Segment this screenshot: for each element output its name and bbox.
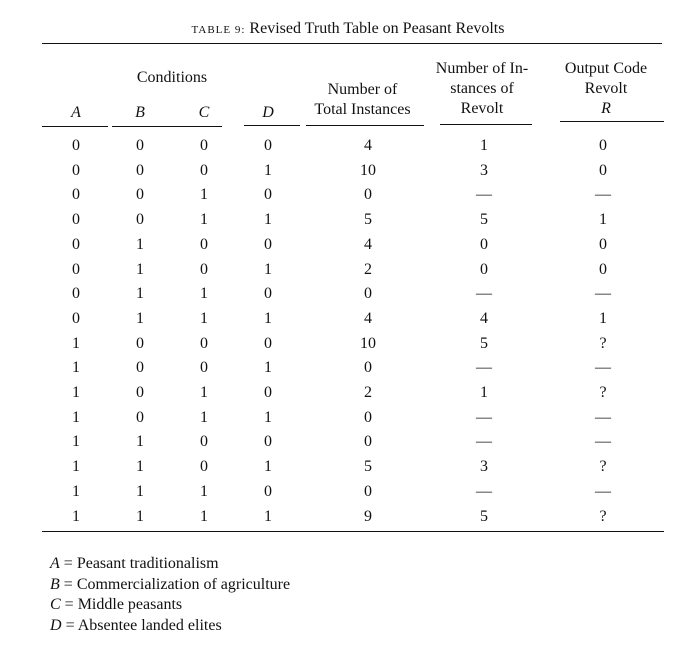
cell-c: 1	[200, 384, 208, 401]
cell-a: 0	[72, 137, 80, 154]
cell-d: 1	[264, 507, 272, 525]
legend-text: Absentee landed elites	[77, 616, 222, 634]
cell-output-code: ?	[599, 458, 607, 476]
cell-output-code: —	[595, 482, 611, 500]
cell-total-instances: 0	[364, 359, 372, 377]
conditions-heading: Conditions	[136, 69, 208, 86]
header-rule-d	[244, 125, 300, 126]
cell-revolt-instances: —	[476, 482, 492, 500]
cell-a: 0	[72, 235, 80, 253]
cell-d: 1	[264, 211, 272, 229]
cell-total-instances: 10	[360, 161, 376, 179]
cell-a: 0	[72, 161, 80, 179]
cell-b: 1	[136, 433, 144, 451]
table-caption-title: Revised Truth Table on Peasant Revolts	[249, 20, 505, 37]
cell-output-code: ?	[599, 334, 607, 352]
cell-a: 1	[72, 384, 80, 401]
cell-c: 0	[200, 433, 208, 451]
cell-b: 0	[136, 211, 144, 229]
cell-revolt-instances: 5	[480, 507, 488, 525]
cell-d: 1	[264, 408, 272, 426]
cell-a: 1	[72, 433, 80, 451]
header-rule-total	[306, 125, 424, 126]
legend-eq: =	[65, 616, 75, 634]
cell-output-code: ?	[599, 384, 607, 401]
cell-a: 1	[72, 482, 80, 500]
legend-var: D	[50, 616, 62, 634]
cell-a: 1	[72, 408, 80, 426]
cell-a: 0	[72, 285, 80, 303]
cell-revolt-instances: —	[476, 408, 492, 426]
cell-b: 1	[136, 260, 144, 278]
cell-total-instances: 4	[364, 235, 372, 253]
header-rule-bc	[112, 126, 222, 127]
legend-item	[50, 554, 290, 575]
cell-output-code: ?	[599, 507, 607, 525]
table-caption	[0, 20, 696, 38]
legend-var: C	[50, 596, 61, 613]
cell-c: 0	[200, 334, 208, 352]
cell-revolt-instances: —	[476, 186, 492, 204]
cell-b: 1	[136, 458, 144, 476]
cell-output-code: —	[595, 433, 611, 451]
legend-item	[50, 616, 290, 637]
cell-d: 1	[264, 309, 272, 327]
cell-revolt-instances: 1	[480, 137, 488, 154]
cell-total-instances: 2	[364, 260, 372, 278]
cell-c: 0	[200, 161, 208, 179]
legend-text: Peasant traditionalism	[76, 555, 219, 572]
cell-c: 1	[200, 309, 208, 327]
column-header-output-line2: Revolt	[584, 80, 628, 97]
column-header-output-line1: Output Code	[564, 60, 648, 77]
cell-total-instances: 2	[364, 384, 372, 401]
cell-revolt-instances: 0	[480, 235, 488, 253]
cell-d: 0	[264, 384, 272, 401]
cell-a: 0	[72, 186, 80, 204]
cell-d: 1	[264, 260, 272, 278]
cell-a: 0	[72, 309, 80, 327]
cell-a: 1	[72, 334, 80, 352]
column-header-total-line1: Number of	[327, 81, 398, 98]
cell-revolt-instances: 3	[480, 161, 488, 179]
legend-eq: =	[63, 555, 73, 572]
legend-text: Middle peasants	[77, 596, 183, 613]
cell-a: 1	[72, 507, 80, 525]
legend-text: Commercialization of agriculture	[76, 575, 291, 593]
cell-d: 1	[264, 458, 272, 476]
column-header-c: C	[198, 104, 210, 121]
cell-c: 1	[200, 507, 208, 525]
cell-output-code: 0	[599, 235, 607, 253]
cell-c: 0	[200, 359, 208, 377]
cell-output-code: —	[595, 359, 611, 377]
column-header-a: A	[71, 104, 81, 121]
cell-b: 0	[136, 161, 144, 179]
cell-revolt-instances: 0	[480, 260, 488, 278]
cell-revolt-instances: 4	[480, 309, 488, 327]
header-rule-a	[42, 126, 108, 127]
cell-c: 1	[200, 186, 208, 204]
cell-b: 0	[136, 408, 144, 426]
legend-item	[50, 595, 290, 616]
cell-revolt-instances: 5	[480, 211, 488, 229]
cell-total-instances: 5	[364, 211, 372, 229]
column-header-revolt-instances	[422, 59, 542, 119]
header-rule-output	[560, 121, 664, 122]
cell-d: 0	[264, 482, 272, 500]
legend-var: A	[50, 555, 60, 572]
cell-a: 1	[72, 458, 80, 476]
cell-total-instances: 0	[364, 408, 372, 426]
legend-eq: =	[63, 575, 73, 593]
cell-a: 0	[72, 211, 80, 229]
cell-total-instances: 4	[364, 137, 372, 154]
cell-revolt-instances: —	[476, 433, 492, 451]
column-header-total-line2: Total Instances	[314, 101, 411, 118]
cell-a: 1	[72, 359, 80, 377]
cell-d: 0	[264, 334, 272, 352]
cell-d: 1	[264, 161, 272, 179]
cell-d: 1	[264, 359, 272, 377]
cell-c: 0	[200, 137, 208, 154]
cell-total-instances: 10	[360, 334, 376, 352]
column-header-output-line3: R	[601, 100, 611, 117]
legend	[50, 554, 290, 636]
cell-output-code: 1	[599, 309, 607, 327]
column-header-revolt-line2: stances of	[450, 80, 514, 97]
cell-b: 1	[136, 507, 144, 525]
cell-output-code: 0	[599, 161, 607, 179]
column-header-b: B	[135, 104, 145, 121]
legend-item	[50, 575, 290, 596]
cell-revolt-instances: —	[476, 285, 492, 303]
bottom-rule	[42, 531, 664, 532]
cell-total-instances: 0	[364, 482, 372, 500]
cell-total-instances: 5	[364, 458, 372, 476]
top-rule	[42, 43, 662, 44]
cell-output-code: —	[595, 408, 611, 426]
cell-d: 0	[264, 433, 272, 451]
cell-revolt-instances: 1	[480, 384, 488, 401]
header-rule-revolt	[440, 124, 532, 125]
cell-output-code: —	[595, 186, 611, 204]
legend-eq: =	[64, 596, 74, 613]
cell-b: 0	[136, 137, 144, 154]
cell-output-code: 0	[599, 260, 607, 278]
cell-total-instances: 9	[364, 507, 372, 525]
cell-c: 1	[200, 211, 208, 229]
cell-output-code: 1	[599, 211, 607, 229]
cell-b: 1	[136, 235, 144, 253]
table-caption-label: TABLE 9:	[191, 24, 246, 36]
cell-b: 0	[136, 186, 144, 204]
cell-d: 0	[264, 186, 272, 204]
cell-d: 0	[264, 285, 272, 303]
cell-b: 1	[136, 285, 144, 303]
cell-total-instances: 0	[364, 433, 372, 451]
cell-total-instances: 0	[364, 186, 372, 204]
cell-c: 1	[200, 285, 208, 303]
cell-b: 1	[136, 309, 144, 327]
cell-c: 1	[200, 482, 208, 500]
column-header-revolt-line1: Number of In-	[435, 60, 529, 77]
cell-output-code: —	[595, 285, 611, 303]
cell-c: 1	[200, 408, 208, 426]
legend-var: B	[50, 575, 60, 593]
cell-b: 0	[136, 334, 144, 352]
cell-output-code: 0	[599, 137, 607, 154]
cell-c: 0	[200, 458, 208, 476]
cell-b: 1	[136, 482, 144, 500]
column-header-revolt-line3: Revolt	[460, 100, 504, 117]
cell-total-instances: 4	[364, 309, 372, 327]
cell-total-instances: 0	[364, 285, 372, 303]
cell-b: 0	[136, 384, 144, 401]
cell-d: 0	[264, 137, 272, 154]
cell-revolt-instances: 3	[480, 458, 488, 476]
column-header-d: D	[262, 104, 274, 121]
cell-c: 0	[200, 235, 208, 253]
cell-d: 0	[264, 235, 272, 253]
column-header-total-instances	[300, 80, 425, 120]
cell-c: 0	[200, 260, 208, 278]
column-header-output-code	[546, 59, 666, 119]
cell-revolt-instances: —	[476, 359, 492, 377]
cell-revolt-instances: 5	[480, 334, 488, 352]
cell-a: 0	[72, 260, 80, 278]
cell-b: 0	[136, 359, 144, 377]
